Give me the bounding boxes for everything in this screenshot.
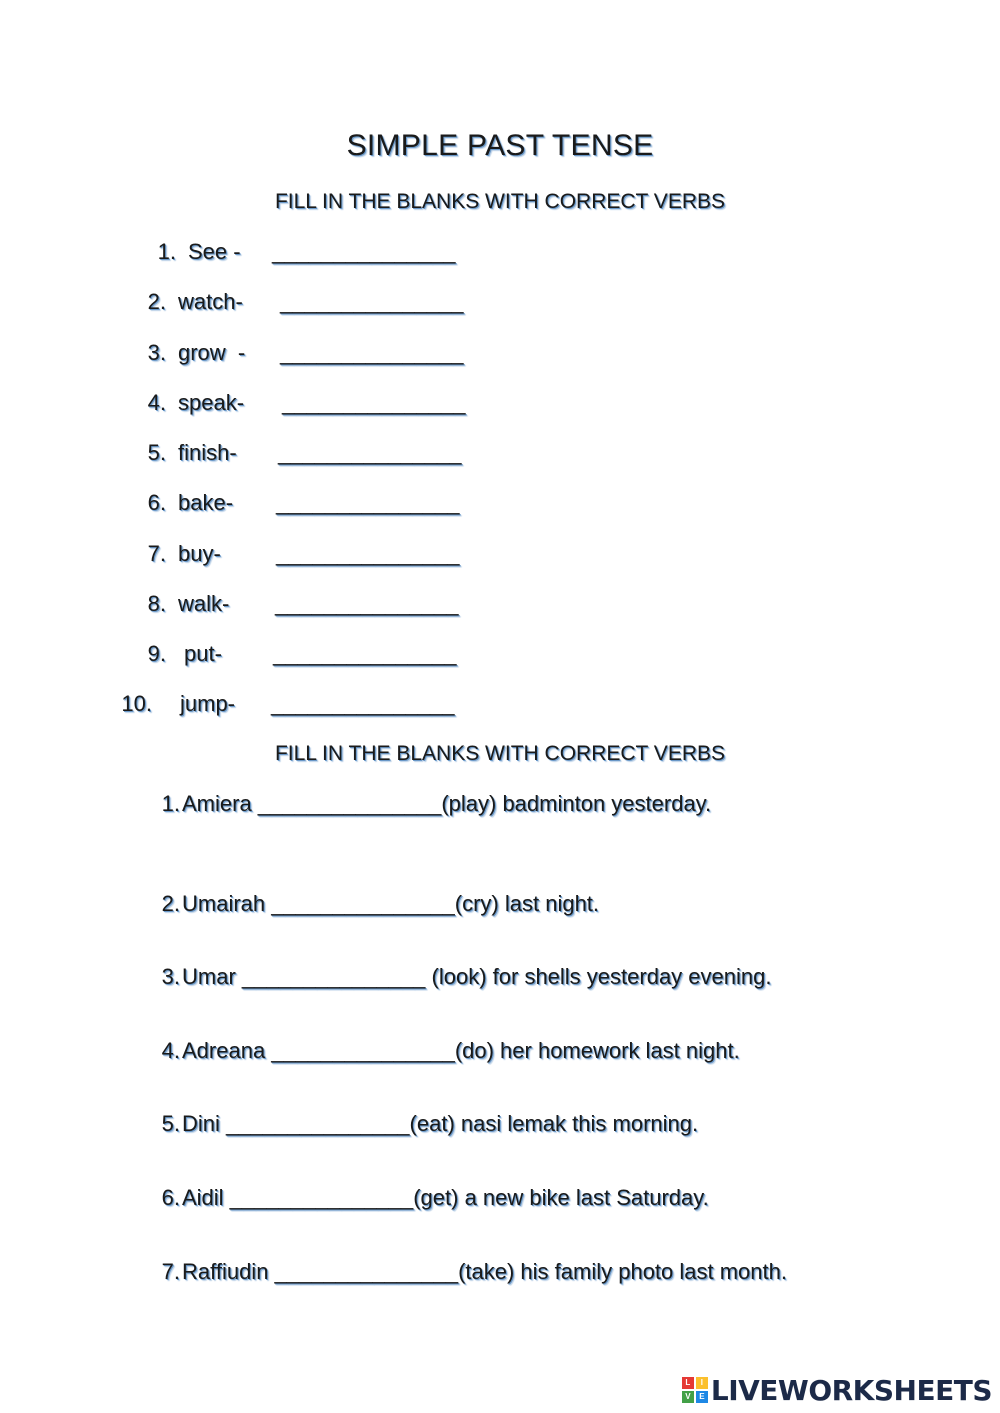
item-number: 6. [147, 490, 166, 515]
sentence-text[interactable]: Amiera _______________(play) badminton yesterday. [182, 791, 712, 816]
answer-blank[interactable]: _______________ [275, 591, 459, 616]
answer-blank[interactable]: _______________ [278, 440, 462, 465]
item-number: 3. [147, 340, 166, 365]
sentence-text[interactable]: Raffiudin _______________(take) his family photo last month. [182, 1259, 787, 1284]
verb-word: bake- [178, 490, 234, 515]
logo-letter: V [682, 1391, 694, 1403]
sentence-text[interactable]: Adreana _______________(do) her homework last night. [182, 1038, 740, 1063]
item-number: 2. [147, 289, 166, 314]
verb-word: walk- [178, 591, 230, 616]
item-number: 5. [147, 440, 166, 465]
verb-word: speak- [178, 390, 245, 415]
page-title: SIMPLE PAST TENSE [346, 129, 654, 162]
sentence-text[interactable]: Aidil _______________(get) a new bike last Saturday. [182, 1185, 709, 1210]
sentence-text[interactable]: Dini _______________(eat) nasi lemak this morning. [182, 1111, 699, 1136]
answer-blank[interactable]: _______________ [272, 239, 456, 264]
item-number: 9. [147, 641, 166, 666]
item-number: 4. [161, 1038, 180, 1063]
verb-word: watch- [178, 289, 243, 314]
item-number: 4. [147, 390, 166, 415]
answer-blank[interactable]: _______________ [280, 289, 464, 314]
section-2-heading: FILL IN THE BLANKS WITH CORRECT VERBS [274, 742, 726, 765]
logo-text: LIVEWORKSHEETS [710, 1373, 992, 1407]
answer-blank[interactable]: _______________ [273, 641, 457, 666]
answer-blank[interactable]: _______________ [280, 340, 464, 365]
logo-letter: E [696, 1391, 708, 1403]
verb-word: put- [184, 641, 222, 666]
item-number: 1. [161, 791, 180, 816]
item-number: 3. [161, 964, 180, 989]
item-number: 7. [147, 541, 166, 566]
item-number: 1. [157, 239, 176, 264]
section-1-heading: FILL IN THE BLANKS WITH CORRECT VERBS [274, 190, 726, 213]
answer-blank[interactable]: _______________ [282, 390, 466, 415]
logo-icon [682, 1377, 708, 1403]
verb-word: See - [188, 239, 241, 264]
item-number: 2. [161, 891, 180, 916]
answer-blank[interactable]: _______________ [276, 490, 460, 515]
item-number: 10. [121, 691, 152, 716]
verb-word: buy- [178, 541, 221, 566]
sentence-text[interactable]: Umar _______________ (look) for shells yesterday evening. [182, 964, 772, 989]
verb-word: finish- [178, 440, 237, 465]
item-number: 7. [161, 1259, 180, 1284]
answer-blank[interactable]: _______________ [271, 691, 455, 716]
logo-letter: L [682, 1377, 694, 1389]
liveworksheets-logo [682, 1375, 992, 1405]
logo-letter: I [696, 1377, 708, 1389]
item-number: 6. [161, 1185, 180, 1210]
verb-word: jump- [180, 691, 236, 716]
item-number: 8. [147, 591, 166, 616]
answer-blank[interactable]: _______________ [276, 541, 460, 566]
verb-word: grow - [178, 340, 246, 365]
sentence-text[interactable]: Umairah _______________(cry) last night. [182, 891, 600, 916]
item-number: 5. [161, 1111, 180, 1136]
